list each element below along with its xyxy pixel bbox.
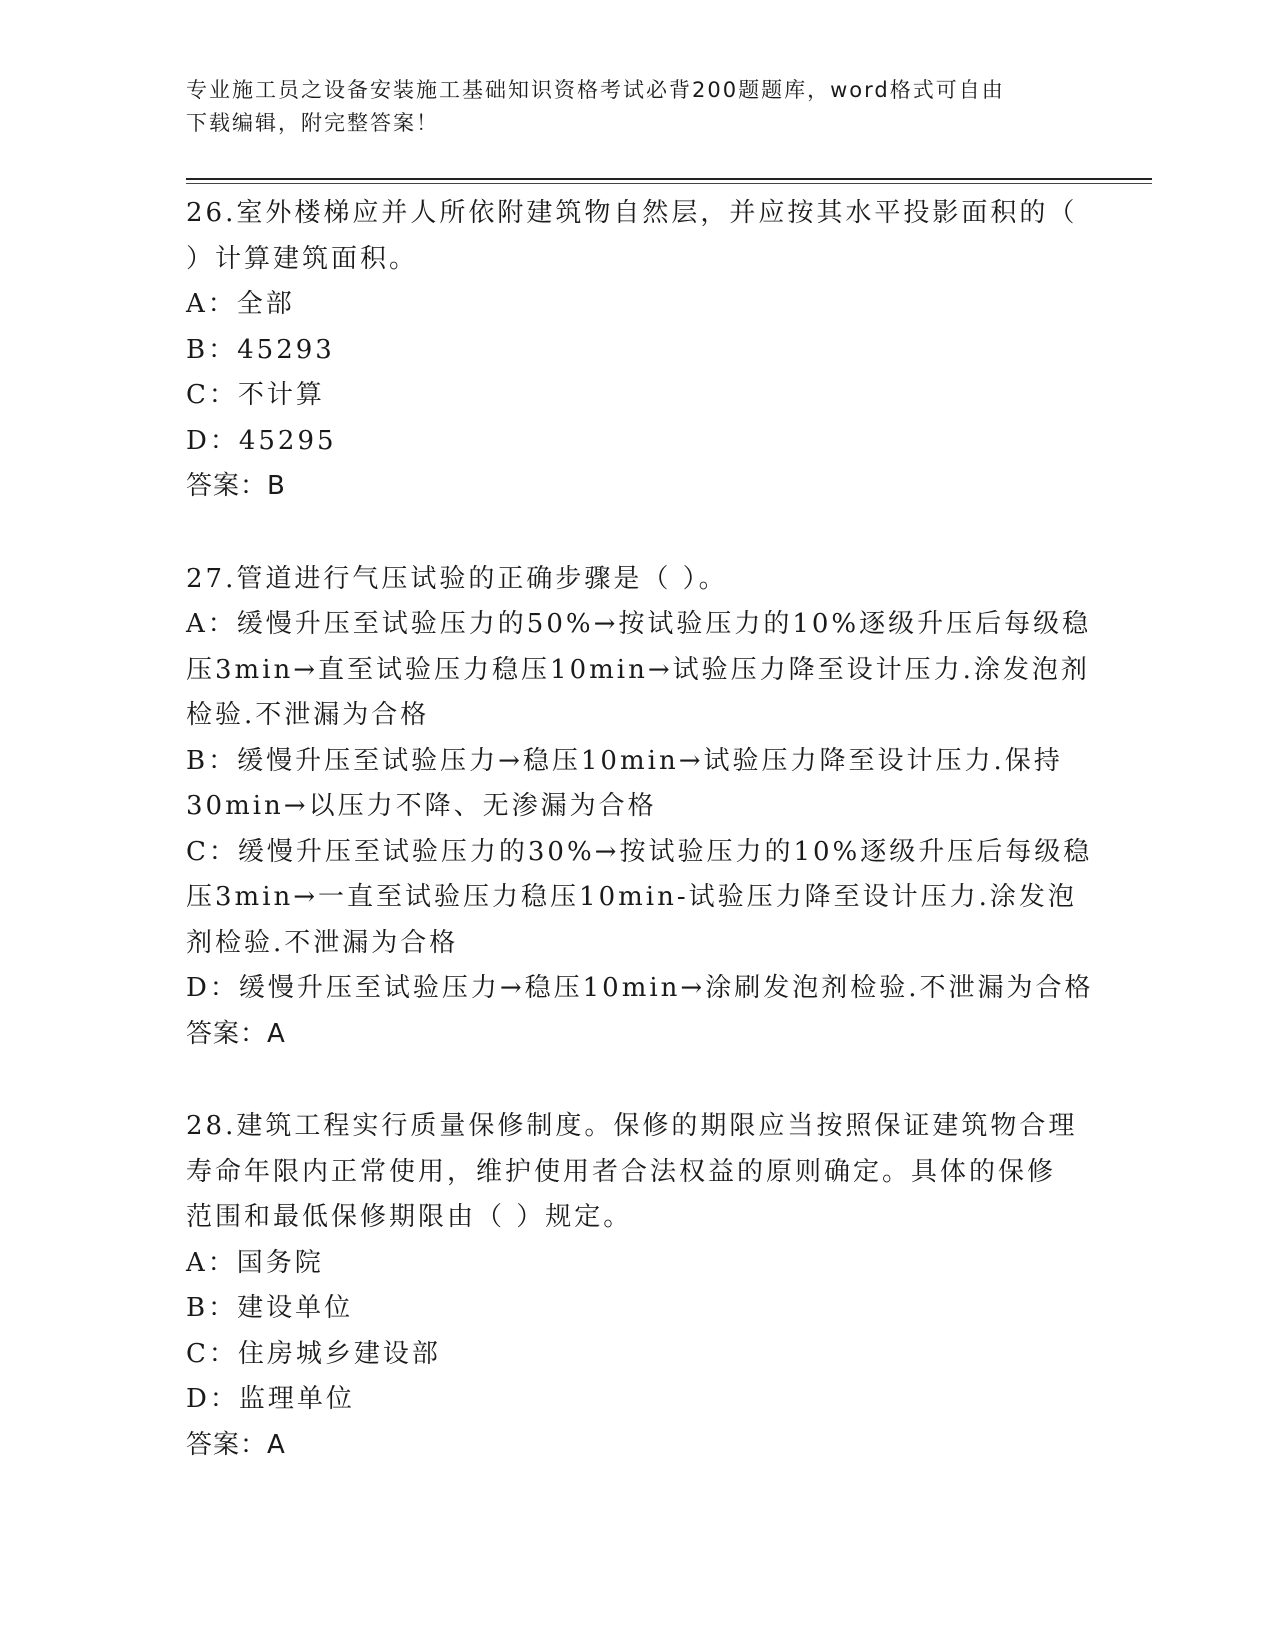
option-line: D：缓慢升压至试验压力→稳压10min→涂刷发泡剂检验.不泄漏为合格 [186,973,1094,1003]
document-header [186,74,1066,140]
option-line: B：缓慢升压至试验压力→稳压10min→试验压力降至设计压力.保持 [186,745,1063,776]
question-list [186,191,1094,1515]
header-line-2: 下载编辑，附完整答案！ [186,111,439,135]
option-line: 压3min→一直至试验压力稳压10min-试验压力降至设计压力.涂发泡 [186,882,1077,912]
option-line: B：45293 [186,334,335,365]
option-line: A：全部 [186,289,295,319]
option-line: C：缓慢升压至试验压力的30%→按试验压力的10%逐级升压后每级稳 [186,836,1093,867]
option-line: A：缓慢升压至试验压力的50%→按试验压力的10%逐级升压后每级稳 [186,609,1092,639]
option-line: 压3min→直至试验压力稳压10min→试验压力降至设计压力.涂发泡剂 [186,654,1090,685]
answer-line: 答案：A [186,1018,286,1049]
option-line: 检验.不泄漏为合格 [186,700,430,730]
header-divider-thick [186,178,1152,180]
answer-line: 答案：A [186,1429,286,1460]
question-stem-line: 寿命年限内正常使用，维护使用者合法权益的原则确定。具体的保修 [186,1156,1057,1187]
option-line: D：监理单位 [186,1384,355,1414]
question-stem-line: 范围和最低保修期限由（ ）规定。 [186,1202,633,1232]
answer-line: 答案：B [186,471,286,501]
option-line: A：国务院 [186,1247,324,1278]
option-line: C：不计算 [186,380,325,410]
option-line: 30min→以压力不降、无渗漏为合格 [186,791,657,821]
question-stem-line: 27.管道进行气压试验的正确步骤是（ ）。 [186,563,728,594]
header-divider-thin [186,183,1152,184]
question-block [186,1104,1086,1468]
question-stem-line: 28.建筑工程实行质量保修制度。保修的期限应当按照保证建筑物合理 [186,1111,1078,1141]
header-line-1: 专业施工员之设备安装施工基础知识资格考试必背200题题库，word格式可自由 [186,78,1005,102]
option-line: B：建设单位 [186,1293,354,1323]
option-line: 剂检验.不泄漏为合格 [186,927,459,958]
option-line: C：住房城乡建设部 [186,1338,441,1369]
question-stem-line: ）计算建筑面积。 [186,243,419,274]
question-block [186,557,1094,1058]
option-line: D：45295 [186,425,337,456]
question-stem-line: 26.室外楼梯应并人所依附建筑物自然层，并应按其水平投影面积的（ [186,198,1078,228]
question-block [186,191,1086,510]
